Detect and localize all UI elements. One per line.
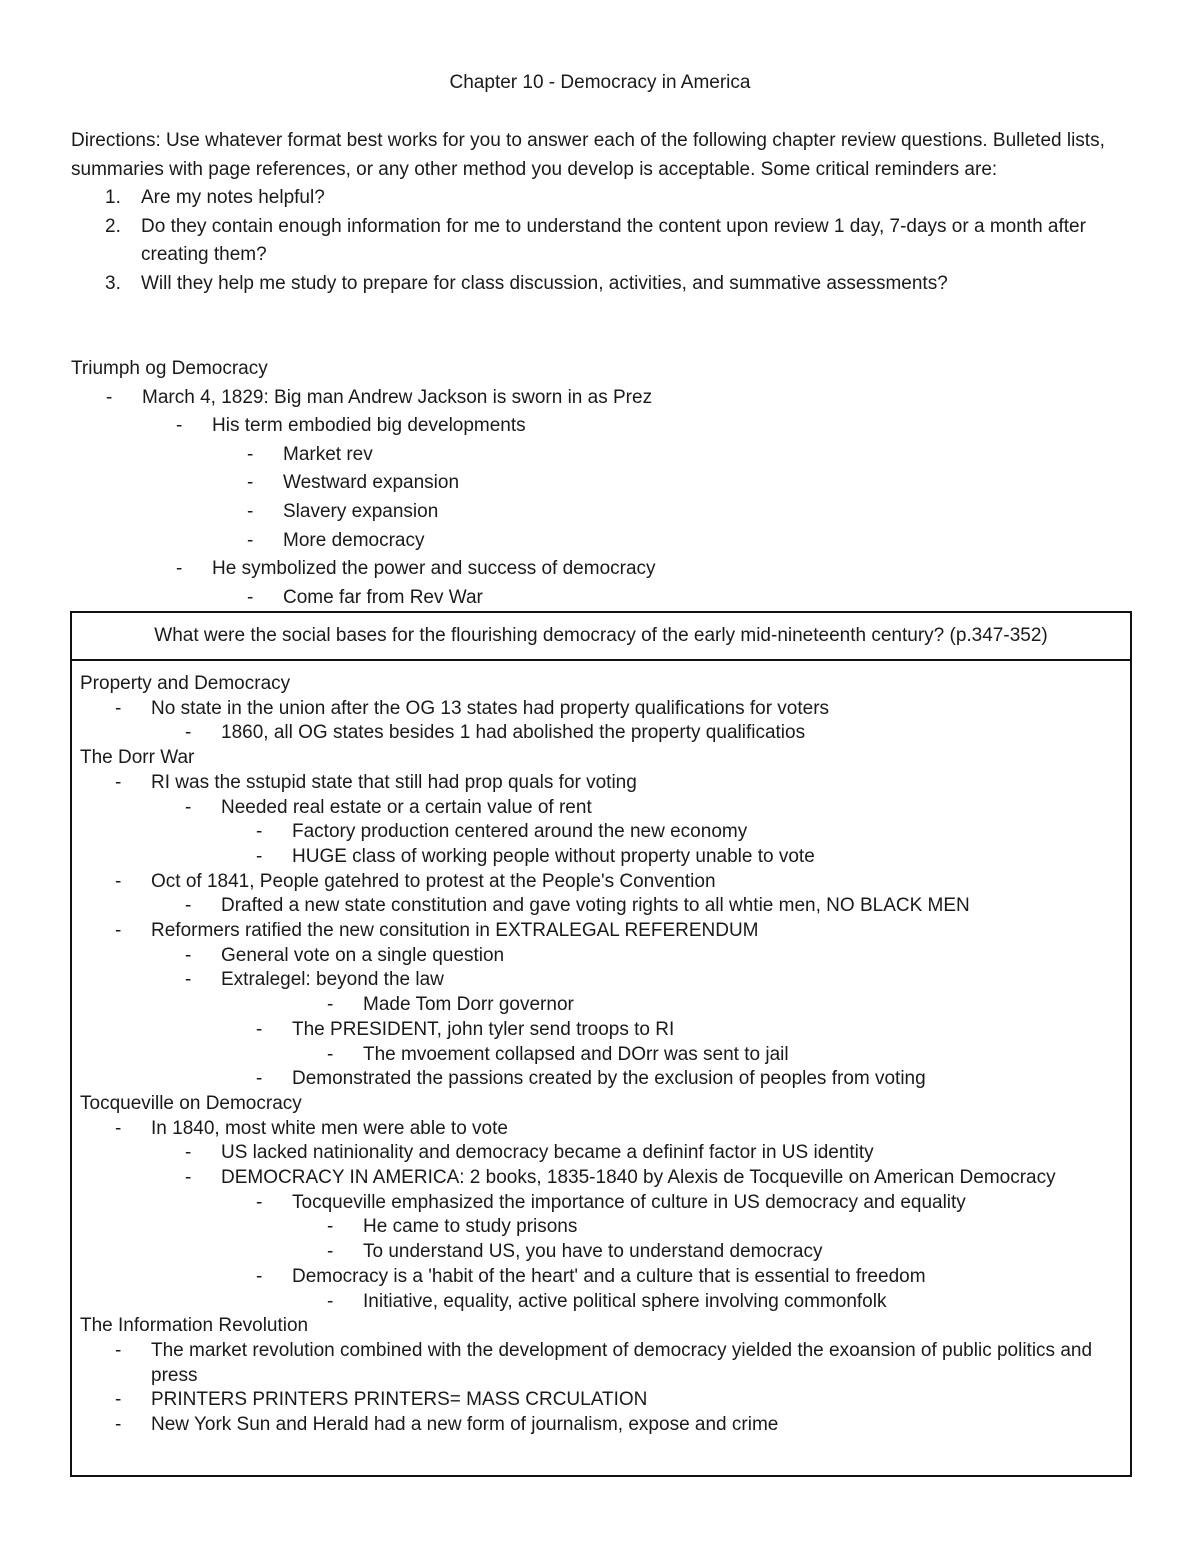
bullet-line — [71, 441, 1131, 470]
bullet-text: He came to study prisons — [363, 1216, 578, 1238]
bullet-text: 1860, all OG states besides 1 had abolished the property qualificatios — [221, 722, 806, 744]
bullet-line — [71, 498, 1131, 527]
bullet-dash: - — [327, 1241, 334, 1263]
list-number: 2. — [105, 215, 121, 237]
bullet-line — [80, 1413, 1122, 1438]
bullet-text: Oct of 1841, People gatehred to protest at the People's Convention — [151, 870, 716, 892]
bullet-text: Slavery expansion — [283, 500, 439, 522]
list-item-text: Will they help me study to prepare for class discussion, activities, and summative assessments? — [141, 272, 948, 294]
section-heading: Property and Democracy — [80, 673, 291, 694]
bullet-line — [80, 968, 1122, 993]
bullet-dash: - — [185, 944, 192, 966]
bullet-line — [80, 1117, 1122, 1142]
bullet-line — [80, 1191, 1122, 1216]
bullet-dash: - — [185, 722, 192, 744]
bullet-dash: - — [256, 1018, 263, 1040]
bullet-dash: - — [115, 697, 122, 719]
bullet-dash: - — [115, 920, 122, 942]
bullet-line — [71, 584, 1131, 613]
bullet-text: US lacked natinionality and democracy became a defininf factor in US identity — [221, 1142, 874, 1164]
bullet-line — [80, 820, 1122, 845]
bullet-dash: - — [176, 415, 183, 437]
bullet-text: PRINTERS PRINTERS PRINTERS= MASS CRCULATION — [151, 1389, 648, 1411]
bullet-text: No state in the union after the OG 13 states had property qualifications for voters — [151, 697, 830, 719]
bullet-line — [80, 1018, 1122, 1043]
bullet-line — [80, 894, 1122, 919]
bullet-text: The mvoement collapsed and DOrr was sent to jail — [363, 1043, 789, 1065]
bullet-text: General vote on a single question — [221, 944, 505, 966]
bullet-dash: - — [115, 1339, 122, 1361]
bullet-line — [80, 919, 1122, 944]
bullet-text: Made Tom Dorr governor — [363, 994, 574, 1016]
bullet-dash: - — [185, 796, 192, 818]
bullet-text: Tocqueville emphasized the importance of culture in US democracy and equality — [292, 1191, 966, 1213]
bullet-dash: - — [115, 771, 122, 793]
bullet-text: Come far from Rev War — [283, 586, 483, 608]
directions — [71, 127, 1131, 298]
list-item — [71, 270, 1131, 299]
bullet-line — [80, 771, 1122, 796]
bullet-dash: - — [327, 1216, 334, 1238]
bullet-dash: - — [256, 1191, 263, 1213]
bullet-text: He symbolized the power and success of democracy — [212, 558, 656, 580]
bullet-line — [71, 384, 1131, 413]
bullet-text: Demonstrated the passions created by the exclusion of peoples from voting — [292, 1068, 926, 1090]
bullet-text: His term embodied big developments — [212, 415, 526, 437]
directions-intro: Directions: Use whatever format best works for you to answer each of the following chapter review questions. Bulleted lists, summaries with page references, or any other method you develop is acceptable. Some critical reminders are: — [71, 130, 1105, 180]
question-header: What were the social bases for the flourishing democracy of the early mid-nineteenth century? (p.347-352) — [72, 613, 1130, 661]
bullet-text: The market revolution combined with the development of democracy yielded the exoansion of public politics and press — [151, 1339, 1093, 1386]
bullet-dash: - — [106, 386, 113, 408]
bullet-dash: - — [247, 500, 254, 522]
bullet-text: Initiative, equality, active political sphere involving commonfolk — [363, 1290, 887, 1312]
bullet-dash: - — [256, 821, 263, 843]
bullet-line — [80, 1215, 1122, 1240]
bullet-text: Market rev — [283, 443, 373, 465]
reminder-list — [71, 184, 1131, 298]
bullet-dash: - — [185, 895, 192, 917]
bullet-dash: - — [176, 558, 183, 580]
bullet-text: Drafted a new state constitution and gave voting rights to all whtie men, NO BLACK MEN — [221, 895, 970, 917]
bullet-line — [80, 721, 1122, 746]
bullet-line — [71, 469, 1131, 498]
bullet-line — [80, 697, 1122, 722]
bullet-dash: - — [256, 1068, 263, 1090]
bullet-text: DEMOCRACY IN AMERICA: 2 books, 1835-1840 by Alexis de Tocqueville on American Democracy — [221, 1167, 1056, 1189]
bullet-dash: - — [327, 1290, 334, 1312]
bullet-line — [80, 1141, 1122, 1166]
bullet-text: Factory production centered around the new economy — [292, 821, 748, 843]
bullet-dash: - — [185, 1167, 192, 1189]
bullet-text: New York Sun and Herald had a new form of journalism, expose and crime — [151, 1414, 779, 1436]
bullet-line — [80, 1290, 1122, 1315]
section-heading: Tocqueville on Democracy — [80, 1092, 302, 1114]
list-item — [71, 184, 1131, 213]
answer-notes — [72, 661, 1130, 1438]
bullet-text: HUGE class of working people without property unable to vote — [292, 845, 815, 867]
bullet-line — [80, 1388, 1122, 1413]
bullet-dash: - — [327, 994, 334, 1016]
bullet-dash: - — [115, 1414, 122, 1436]
bullet-text: In 1840, most white men were able to vote — [151, 1117, 508, 1139]
bullet-line — [80, 1240, 1122, 1265]
bullet-text: The PRESIDENT, john tyler send troops to RI — [292, 1018, 675, 1040]
bullet-line — [71, 412, 1131, 441]
bullet-text: Extralegel: beyond the law — [221, 969, 444, 991]
bullet-dash: - — [115, 870, 122, 892]
bullet-text: RI was the sstupid state that still had prop quals for voting — [151, 771, 637, 793]
bullet-line — [80, 944, 1122, 969]
bullet-line — [80, 1067, 1122, 1092]
list-item — [71, 213, 1131, 270]
bullet-text: March 4, 1829: Big man Andrew Jackson is sworn in as Prez — [142, 386, 653, 408]
bullet-dash: - — [256, 845, 263, 867]
bullet-line — [71, 527, 1131, 556]
bullet-dash: - — [115, 1389, 122, 1411]
bullet-dash: - — [185, 1142, 192, 1164]
bullet-line — [80, 993, 1122, 1018]
bullet-dash: - — [247, 472, 254, 494]
bullet-dash: - — [247, 586, 254, 608]
bullet-text: To understand US, you have to understand democracy — [363, 1241, 823, 1263]
list-number: 1. — [105, 187, 121, 208]
bullet-line — [80, 1339, 1122, 1388]
bullet-text: More democracy — [283, 529, 425, 551]
list-number: 3. — [105, 272, 121, 294]
bullet-dash: - — [185, 969, 192, 991]
bullet-dash: - — [247, 443, 254, 465]
section-heading: Triumph og Democracy — [71, 358, 268, 379]
triumph-notes — [71, 355, 1131, 612]
bullet-line — [71, 555, 1131, 584]
bullet-line — [80, 1265, 1122, 1290]
bullet-dash: - — [327, 1043, 334, 1065]
section-heading: The Dorr War — [80, 747, 195, 769]
bullet-line — [80, 1043, 1122, 1068]
list-item-text: Do they contain enough information for me to understand the content upon review 1 day, 7-days or a month after creating them? — [141, 215, 1086, 265]
section-heading: The Information Revolution — [80, 1315, 309, 1337]
page-title: Chapter 10 - Democracy in America — [449, 72, 751, 93]
list-item-text: Are my notes helpful? — [141, 187, 325, 208]
bullet-text: Reformers ratified the new consitution in EXTRALEGAL REFERENDUM — [151, 920, 759, 942]
bullet-dash: - — [247, 529, 254, 551]
bullet-text: Westward expansion — [283, 472, 460, 494]
bullet-dash: - — [256, 1265, 263, 1287]
bullet-text: Needed real estate or a certain value of rent — [221, 796, 592, 818]
bullet-dash: - — [115, 1117, 122, 1139]
bullet-line — [80, 870, 1122, 895]
bullet-text: Democracy is a 'habit of the heart' and a culture that is essential to freedom — [292, 1265, 926, 1287]
bullet-line — [80, 1166, 1122, 1191]
bullet-line — [80, 845, 1122, 870]
bullet-line — [80, 796, 1122, 821]
question-table — [70, 611, 1132, 1477]
